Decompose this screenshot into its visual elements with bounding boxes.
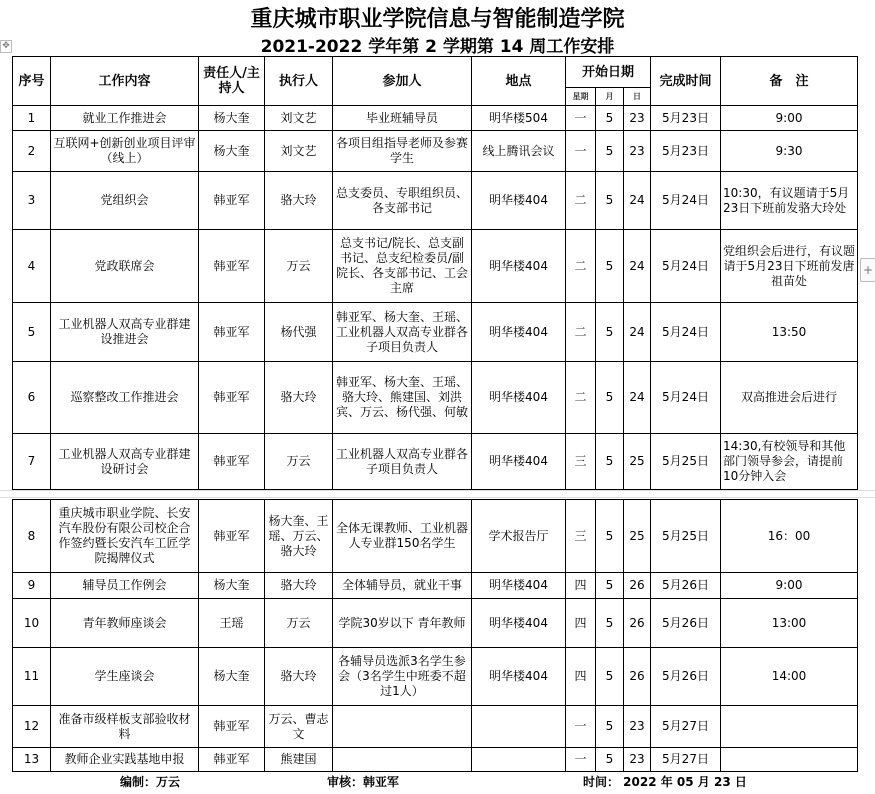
table-row-11-month[interactable]: 5 — [595, 647, 624, 706]
table-row-13-index[interactable]: 13 — [12, 747, 51, 772]
table-row-2-day[interactable]: 23 — [623, 130, 651, 172]
table-row-8-index[interactable]: 8 — [12, 499, 51, 573]
table-row-8-participants[interactable]: 全体无课教师、工业机器人专业群150名学生 — [332, 499, 472, 573]
table-row-10-host[interactable]: 王瑶 — [198, 598, 265, 648]
table-row-1-executor[interactable]: 刘文艺 — [264, 105, 333, 131]
table-row-8-content[interactable]: 重庆城市职业学院、长安汽车股份有限公司校企合作签约暨长安汽车工匠学院揭牌仪式 — [50, 499, 199, 573]
table-row-9-index[interactable]: 9 — [12, 572, 51, 599]
table-row-8-location[interactable]: 学术报告厅 — [471, 499, 566, 573]
table-row-6-executor[interactable]: 骆大玲 — [264, 361, 333, 434]
table-row-9-day[interactable]: 26 — [623, 572, 651, 599]
table-row-13-month[interactable]: 5 — [595, 747, 624, 772]
table-row-4-participants[interactable]: 总支书记/院长、总支副书记、总支纪检委员/副院长、各支部书记、工会主席 — [332, 229, 472, 303]
table-row-1-participants[interactable]: 毕业班辅导员 — [332, 105, 472, 131]
table-row-8-month[interactable]: 5 — [595, 499, 624, 573]
table-row-2-content[interactable]: 互联网+创新创业项目评审（线上） — [50, 130, 199, 172]
table-row-13-host[interactable]: 韩亚军 — [198, 747, 265, 772]
table-row-1-index[interactable]: 1 — [12, 105, 51, 131]
table-row-1-location[interactable]: 明华楼504 — [471, 105, 566, 131]
table-row-7-day[interactable]: 25 — [623, 433, 651, 490]
table-row-12-finish[interactable]: 5月27日 — [650, 705, 721, 748]
table-row-9-executor[interactable]: 骆大玲 — [264, 572, 333, 599]
table-row-13-participants[interactable] — [332, 747, 472, 772]
table-row-2-weekday[interactable]: 一 — [565, 130, 596, 172]
table-row-7-participants[interactable]: 工业机器人双高专业群各子项目负责人 — [332, 433, 472, 490]
table-row-2-month[interactable]: 5 — [595, 130, 624, 172]
table-row-6-remark[interactable]: 双高推进会后进行 — [720, 361, 858, 434]
table-row-9-finish[interactable]: 5月26日 — [650, 572, 721, 599]
table-row-8-host[interactable]: 韩亚军 — [198, 499, 265, 573]
table-row-6-index[interactable]: 6 — [12, 361, 51, 434]
table-row-5-weekday[interactable]: 二 — [565, 302, 596, 362]
table-row-13-remark[interactable] — [720, 747, 858, 772]
table-row-9-weekday[interactable]: 四 — [565, 572, 596, 599]
table-row-1-host[interactable]: 杨大奎 — [198, 105, 265, 131]
table-row-6-month[interactable]: 5 — [595, 361, 624, 434]
table-row-9-host[interactable]: 杨大奎 — [198, 572, 265, 599]
document-subtitle: 2021-2022 学年第 2 学期第 14 周工作安排 — [260, 37, 615, 57]
header-host: 责任人/主持人 — [198, 56, 265, 106]
footer-reviewer: 审核：韩亚军 — [327, 775, 400, 789]
table-row-8-day[interactable]: 25 — [623, 499, 651, 573]
table-row-6-weekday[interactable]: 二 — [565, 361, 596, 434]
table-row-5-location[interactable]: 明华楼404 — [471, 302, 566, 362]
header-weekday: 星期 — [565, 87, 596, 106]
table-row-5-finish[interactable]: 5月24日 — [650, 302, 721, 362]
header-location: 地点 — [471, 56, 566, 106]
header-executor: 执行人 — [264, 56, 333, 106]
table-row-10-month[interactable]: 5 — [595, 598, 624, 648]
table-row-5-index[interactable]: 5 — [12, 302, 51, 362]
table-row-4-weekday[interactable]: 二 — [565, 229, 596, 303]
table-row-3-executor[interactable]: 骆大玲 — [264, 171, 333, 230]
table-row-12-location[interactable] — [471, 705, 566, 748]
table-row-1-remark[interactable]: 9:00 — [720, 105, 858, 131]
table-move-handle-icon[interactable]: ✥ — [0, 40, 12, 53]
table-row-5-host[interactable]: 韩亚军 — [198, 302, 265, 362]
table-row-11-host[interactable]: 杨大奎 — [198, 647, 265, 706]
table-row-10-weekday[interactable]: 四 — [565, 598, 596, 648]
footer-date: 时间： 2022 年 05 月 23 日 — [583, 775, 747, 789]
table-row-11-location[interactable]: 明华楼404 — [471, 647, 566, 706]
table-row-3-weekday[interactable]: 二 — [565, 171, 596, 230]
table-row-11-day[interactable]: 26 — [623, 647, 651, 706]
table-row-12-month[interactable]: 5 — [595, 705, 624, 748]
header-finish: 完成时间 — [650, 56, 721, 106]
table-row-6-participants[interactable]: 韩亚军、杨大奎、王瑶、骆大玲、熊建国、刘洪宾、万云、杨代强、何敏 — [332, 361, 472, 434]
table-row-11-participants[interactable]: 各辅导员选派3名学生参会（3名学生中班委不超过1人） — [332, 647, 472, 706]
table-row-9-month[interactable]: 5 — [595, 572, 624, 599]
table-row-3-finish[interactable]: 5月24日 — [650, 171, 721, 230]
table-row-4-content[interactable]: 党政联席会 — [50, 229, 199, 303]
add-column-icon[interactable]: + — [860, 258, 875, 282]
table-row-12-day[interactable]: 23 — [623, 705, 651, 748]
table-row-1-finish[interactable]: 5月23日 — [650, 105, 721, 131]
page-break — [0, 490, 875, 498]
table-row-3-host[interactable]: 韩亚军 — [198, 171, 265, 230]
table-row-13-content[interactable]: 教师企业实践基地申报 — [50, 747, 199, 772]
table-row-9-location[interactable]: 明华楼404 — [471, 572, 566, 599]
table-row-6-location[interactable]: 明华楼404 — [471, 361, 566, 434]
table-row-12-content[interactable]: 准备市级样板支部验收材料 — [50, 705, 199, 748]
table-row-10-index[interactable]: 10 — [12, 598, 51, 648]
table-row-12-host[interactable]: 韩亚军 — [198, 705, 265, 748]
table-row-12-executor[interactable]: 万云、曹志文 — [264, 705, 333, 748]
table-row-11-executor[interactable]: 骆大玲 — [264, 647, 333, 706]
table-row-3-month[interactable]: 5 — [595, 171, 624, 230]
table-row-1-content[interactable]: 就业工作推进会 — [50, 105, 199, 131]
table-row-5-remark[interactable]: 13:50 — [720, 302, 858, 362]
header-content: 工作内容 — [50, 56, 199, 106]
table-row-3-day[interactable]: 24 — [623, 171, 651, 230]
table-row-5-content[interactable]: 工业机器人双高专业群建设推进会 — [50, 302, 199, 362]
table-row-7-remark[interactable]: 14:30,有校领导和其他部门领导参会，请提前10分钟入会 — [720, 433, 858, 490]
table-row-7-host[interactable]: 韩亚军 — [198, 433, 265, 490]
table-row-1-day[interactable]: 23 — [623, 105, 651, 131]
table-row-6-day[interactable]: 24 — [623, 361, 651, 434]
table-row-10-executor[interactable]: 万云 — [264, 598, 333, 648]
table-row-6-content[interactable]: 巡察整改工作推进会 — [50, 361, 199, 434]
header-index: 序号 — [12, 56, 51, 106]
table-row-9-participants[interactable]: 全体辅导员，就业干事 — [332, 572, 472, 599]
table-row-2-finish[interactable]: 5月23日 — [650, 130, 721, 172]
table-row-2-remark[interactable]: 9:30 — [720, 130, 858, 172]
table-row-3-content[interactable]: 党组织会 — [50, 171, 199, 230]
table-row-2-participants[interactable]: 各项目组指导老师及参赛学生 — [332, 130, 472, 172]
table-row-4-remark[interactable]: 党组织会后进行，有议题请于5月23日下班前发唐祖苗处 — [720, 229, 858, 303]
table-row-11-finish[interactable]: 5月26日 — [650, 647, 721, 706]
table-row-11-content[interactable]: 学生座谈会 — [50, 647, 199, 706]
table-row-13-finish[interactable]: 5月27日 — [650, 747, 721, 772]
header-month: 月 — [595, 87, 624, 106]
table-row-2-location[interactable]: 线上腾讯会议 — [471, 130, 566, 172]
table-row-2-host[interactable]: 杨大奎 — [198, 130, 265, 172]
table-row-6-host[interactable]: 韩亚军 — [198, 361, 265, 434]
table-row-3-index[interactable]: 3 — [12, 171, 51, 230]
table-row-8-remark[interactable]: 16：00 — [720, 499, 858, 573]
table-row-7-weekday[interactable]: 三 — [565, 433, 596, 490]
table-row-9-content[interactable]: 辅导员工作例会 — [50, 572, 199, 599]
table-row-12-participants[interactable] — [332, 705, 472, 748]
table-row-6-finish[interactable]: 5月24日 — [650, 361, 721, 434]
table-row-11-index[interactable]: 11 — [12, 647, 51, 706]
table-row-10-participants[interactable]: 学院30岁以下 青年教师 — [332, 598, 472, 648]
table-row-5-day[interactable]: 24 — [623, 302, 651, 362]
table-row-10-day[interactable]: 26 — [623, 598, 651, 648]
table-row-12-index[interactable]: 12 — [12, 705, 51, 748]
document-title: 重庆城市职业学院信息与智能制造学院 — [250, 7, 625, 32]
table-row-4-month[interactable]: 5 — [595, 229, 624, 303]
table-row-10-location[interactable]: 明华楼404 — [471, 598, 566, 648]
table-row-13-executor[interactable]: 熊建国 — [264, 747, 333, 772]
table-row-10-remark[interactable]: 13:00 — [720, 598, 858, 648]
table-row-10-content[interactable]: 青年教师座谈会 — [50, 598, 199, 648]
table-row-10-finish[interactable]: 5月26日 — [650, 598, 721, 648]
table-row-7-content[interactable]: 工业机器人双高专业群建设研讨会 — [50, 433, 199, 490]
table-row-8-finish[interactable]: 5月25日 — [650, 499, 721, 573]
table-row-12-weekday[interactable]: 一 — [565, 705, 596, 748]
table-row-2-executor[interactable]: 刘文艺 — [264, 130, 333, 172]
table-row-4-index[interactable]: 4 — [12, 229, 51, 303]
header-start-date: 开始日期 — [565, 56, 651, 88]
table-row-11-weekday[interactable]: 四 — [565, 647, 596, 706]
table-row-8-weekday[interactable]: 三 — [565, 499, 596, 573]
table-row-7-month[interactable]: 5 — [595, 433, 624, 490]
footer-editor: 编制：万云 — [120, 775, 181, 789]
table-row-1-weekday[interactable]: 一 — [565, 105, 596, 131]
table-row-7-executor[interactable]: 万云 — [264, 433, 333, 490]
header-day: 日 — [623, 87, 651, 106]
table-row-4-host[interactable]: 韩亚军 — [198, 229, 265, 303]
table-row-7-location[interactable]: 明华楼404 — [471, 433, 566, 490]
table-row-3-remark[interactable]: 10:30，有议题请于5月23日下班前发骆大玲处 — [720, 171, 858, 230]
table-row-1-month[interactable]: 5 — [595, 105, 624, 131]
header-participants: 参加人 — [332, 56, 472, 106]
table-row-5-participants[interactable]: 韩亚军、杨大奎、王瑶、工业机器人双高专业群各子项目负责人 — [332, 302, 472, 362]
table-row-12-remark[interactable] — [720, 705, 858, 748]
table-row-3-location[interactable]: 明华楼404 — [471, 171, 566, 230]
table-row-11-remark[interactable]: 14:00 — [720, 647, 858, 706]
table-row-5-month[interactable]: 5 — [595, 302, 624, 362]
header-remark: 备 注 — [720, 56, 858, 106]
table-row-4-location[interactable]: 明华楼404 — [471, 229, 566, 303]
table-row-7-index[interactable]: 7 — [12, 433, 51, 490]
table-row-13-weekday[interactable]: 一 — [565, 747, 596, 772]
table-row-2-index[interactable]: 2 — [12, 130, 51, 172]
table-row-4-finish[interactable]: 5月24日 — [650, 229, 721, 303]
table-row-7-finish[interactable]: 5月25日 — [650, 433, 721, 490]
table-row-5-executor[interactable]: 杨代强 — [264, 302, 333, 362]
table-row-13-location[interactable] — [471, 747, 566, 772]
table-row-4-executor[interactable]: 万云 — [264, 229, 333, 303]
table-row-8-executor[interactable]: 杨大奎、王瑶、万云、骆大玲 — [264, 499, 333, 573]
table-row-3-participants[interactable]: 总支委员、专职组织员、各支部书记 — [332, 171, 472, 230]
table-row-13-day[interactable]: 23 — [623, 747, 651, 772]
table-row-9-remark[interactable]: 9:00 — [720, 572, 858, 599]
table-row-4-day[interactable]: 24 — [623, 229, 651, 303]
